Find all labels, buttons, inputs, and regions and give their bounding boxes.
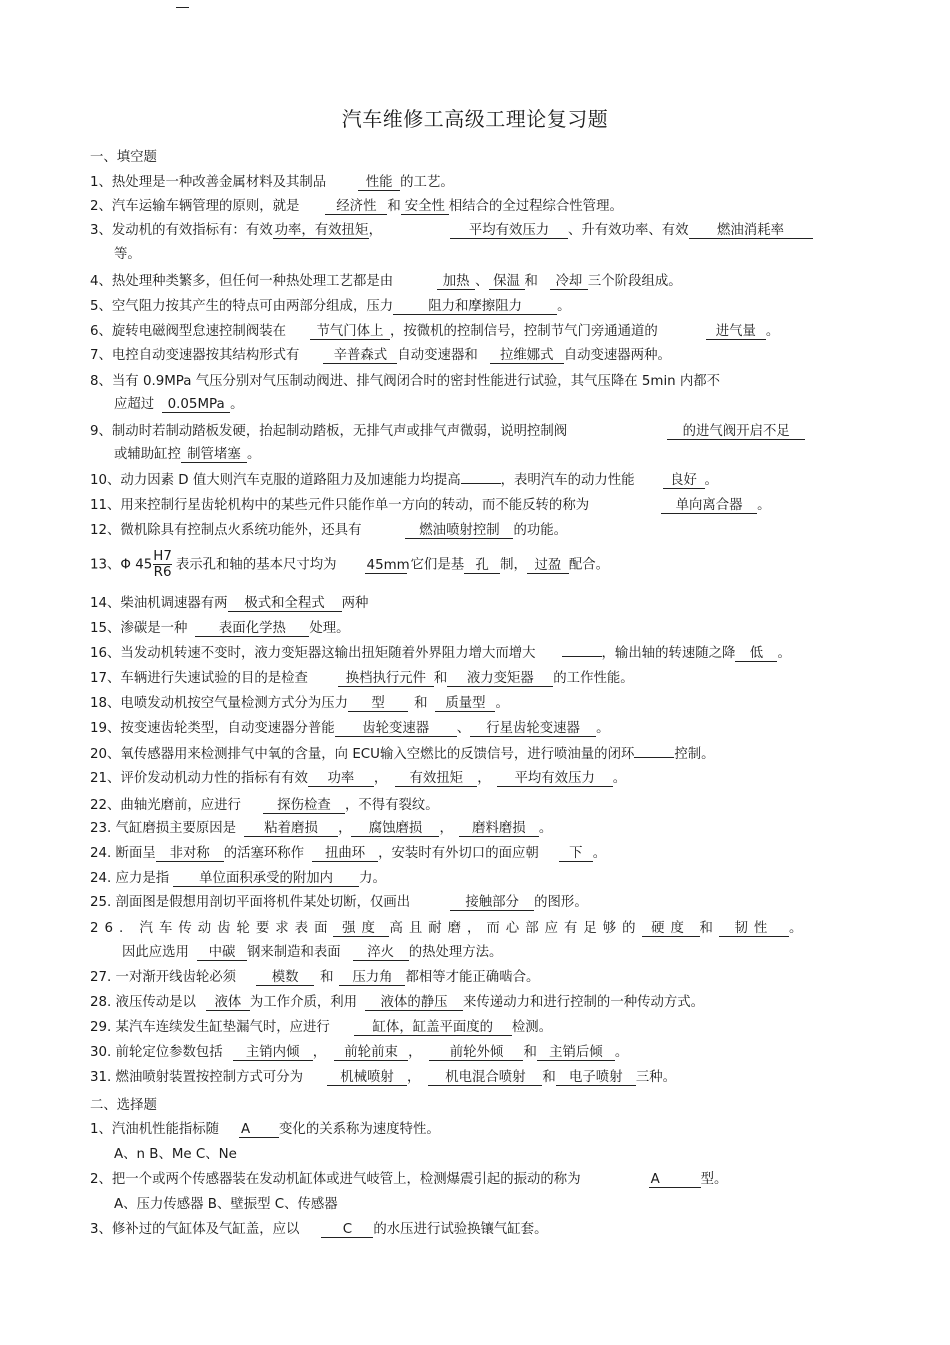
answer-blank: 液体的静压 xyxy=(365,995,463,1011)
fit-fraction: $\frac{H7}{R6}$ xyxy=(153,549,172,580)
answer-blank: 进气量 xyxy=(706,324,766,340)
question-25: 25. 剖面图是假想用剖切平面将机件某处切断，仅画出 接触部分 的图形。 xyxy=(90,895,588,910)
question-7: 7、电控自动变速器按其结构形式有 辛普森式 自动变速器和 拉维娜式 自动变速器两种。 xyxy=(90,348,671,363)
answer-blank: 45mm xyxy=(366,557,410,573)
answer-blank: 硬度 xyxy=(642,921,700,937)
answer-blank: 主销后倾 xyxy=(537,1045,615,1061)
question-5: 5、空气阻力按其产生的特点可由两部分组成，压力 阻力和摩擦阻力 。 xyxy=(90,299,571,314)
answer-blank: 行星齿轮变速器 xyxy=(470,721,596,737)
choice-1: 1、汽油机性能指标随 A 变化的关系称为速度特性。 xyxy=(90,1122,440,1137)
answer-blank: 齿轮变速器 xyxy=(335,721,457,737)
answer-blank: 质量型 xyxy=(435,696,495,712)
question-26: 26. 汽车传动齿轮要求表面 强度 高且耐磨，而心部应有足够的 硬度 和 韧性 。 xyxy=(90,921,809,936)
question-8-cont: 应超过 0.05MPa 。 xyxy=(114,397,244,412)
answer-blank: 粘着磨损 xyxy=(244,821,338,837)
answer-blank: 前轮前束 xyxy=(334,1045,408,1061)
section-fill-blank-heading: 一、填空题 xyxy=(90,150,157,165)
answer-blank: 液力变矩器 xyxy=(447,671,553,687)
answer-blank: 非对称 xyxy=(156,846,224,862)
answer-blank: 功率，有效扭矩 xyxy=(274,223,369,238)
answer-blank: 电子喷射 xyxy=(556,1070,636,1086)
answer-blank: 保温 xyxy=(489,274,525,290)
answer-blank: 良好 xyxy=(663,473,705,489)
answer-blank: 低 xyxy=(735,646,777,662)
answer-blank: A xyxy=(239,1122,279,1138)
question-21: 21、评价发动机动力性的指标有有效 功率 ， 有效扭矩 ， 平均有效压力 。 xyxy=(90,771,627,786)
answer-blank: 腐蚀磨损 xyxy=(351,821,439,837)
answer-blank: 孔 xyxy=(464,558,500,574)
answer-blank: 液体 xyxy=(206,995,250,1011)
answer-blank: 缸体，缸盖平面度的 xyxy=(354,1020,512,1036)
answer-blank: 强度 xyxy=(333,921,389,937)
question-3: 3、发动机的有效指标有：有效 功率，有效扭矩， 平均有效压力 、升有效功率、有效 燃油消耗率 xyxy=(90,222,813,240)
question-18: 18、电喷发动机按空气量检测方式分为压力 型 和 质量型 。 xyxy=(90,696,509,711)
section-choice-heading: 二、选择题 xyxy=(90,1098,157,1113)
question-20: 20、氧传感器用来检测排气中氧的含量，向 ECU输入空燃比的反馈信号，进行喷油量的闭环 控制。 xyxy=(90,747,715,762)
answer-blank: 淬火 xyxy=(353,945,409,961)
answer-blank: 辛普森式 xyxy=(323,348,397,364)
choice-2: 2、把一个或两个传感器装在发动机缸体或进气岐管上，检测爆震引起的振动的称为 A 型。 xyxy=(90,1172,728,1187)
answer-blank: 接触部分 xyxy=(450,895,534,911)
answer-blank: 节气门体上 xyxy=(310,324,390,340)
answer-blank xyxy=(562,656,602,657)
question-4: 4、热处理种类繁多，但任何一种热处理工艺都是由 加热 、 保温 和 冷却 三个阶段组成。 xyxy=(90,274,682,289)
answer-blank: 平均有效压力 xyxy=(497,771,613,787)
question-23: 23. 气缸磨损主要原因是 粘着磨损 ， 腐蚀磨损 ， 磨料磨损 。 xyxy=(90,821,553,836)
question-9-cont: 或辅助缸控 制管堵塞 。 xyxy=(114,447,261,462)
top-dash-mark xyxy=(176,7,189,8)
question-24a: 24. 断面呈 非对称 的活塞环称作 扭曲环 ，安装时有外切口的面应朝 下 。 xyxy=(90,846,607,861)
question-13: 13、Φ 45 $\frac{H7}{R6}$ 表示孔和轴的基本尺寸均为 45mm它们是基 孔 制， 过盈 配合。 xyxy=(90,549,610,580)
answer-blank: 0.05MPa xyxy=(162,397,230,413)
question-22: 22、曲轴光磨前，应进行 探伤检查 ，不得有裂纹。 xyxy=(90,798,439,813)
answer-blank: 经济性 xyxy=(325,199,387,215)
answer-blank: 过盈 xyxy=(527,558,569,574)
question-14: 14、柴油机调速器有两 极式和全程式 两种 xyxy=(90,596,369,611)
page-title: 汽车维修工高级工理论复习题 xyxy=(341,107,609,131)
answer-blank: 功率 xyxy=(308,771,374,787)
answer-blank: 主销内倾 xyxy=(233,1045,313,1061)
answer-blank: 中碳 xyxy=(197,945,247,961)
answer-blank: 机械喷射 xyxy=(327,1070,407,1086)
choice-1-options: A、n B、Me C、Ne xyxy=(114,1147,237,1162)
answer-blank: 拉维娜式 xyxy=(490,348,564,364)
question-29: 29. 某汽车连续发生缸垫漏气时，应进行 缸体，缸盖平面度的 检测。 xyxy=(90,1020,552,1035)
question-3-cont: 等。 xyxy=(114,247,141,262)
answer-blank: 极式和全程式 xyxy=(228,596,342,612)
answer-blank: 性能 xyxy=(358,175,400,191)
question-26-cont: 因此应选用 中碳 钢来制造和表面 淬火 的热处理方法。 xyxy=(122,945,503,960)
question-16: 16、当发动机转速不变时，液力变矩器这输出扭矩随着外界阻力增大而增大 ，输出轴的转速随之降 低 。 xyxy=(90,646,791,661)
answer-blank: C xyxy=(321,1222,373,1238)
question-30: 30. 前轮定位参数包括 主销内倾 ， 前轮前束 ， 前轮外倾 和 主销后倾 。 xyxy=(90,1045,629,1060)
answer-blank: 单向离合器 xyxy=(661,498,757,514)
answer-blank: 扭曲环 xyxy=(312,846,378,862)
answer-blank: 燃油消耗率 xyxy=(689,223,813,239)
answer-blank: 燃油喷射控制 xyxy=(405,523,513,539)
answer-blank: 加热 xyxy=(437,274,475,290)
question-27: 27. 一对渐开线齿轮必须 模数 和 压力角 都相等才能正确啮合。 xyxy=(90,970,540,985)
answer-blank: 磨料磨损 xyxy=(459,821,539,837)
answer-blank: 前轮外倾 xyxy=(429,1045,523,1061)
question-8: 8、当有 0.9MPa 气压分别对气压制动阀进、排气阀闭合时的密封性能进行试验，其气压降在 5min 内都不 xyxy=(90,374,721,389)
question-10: 10、动力因素 D 值大则汽车克服的道路阻力及加速能力均提高 ，表明汽车的动力性能 良好 。 xyxy=(90,473,718,488)
question-9: 9、制动时若制动踏板发硬，抬起制动踏板，无排气声或排气声微弱，说明控制阀 的进气阀开启不足 xyxy=(90,423,805,441)
answer-blank: 单位面积承受的附加内 xyxy=(173,871,359,887)
question-1: 1、热处理是一种改善金属材料及其制品 性能 的工艺。 xyxy=(90,175,454,190)
question-2: 2、汽车运输车辆管理的原则，就是 经济性 和 安全性 相结合的全过程综合性管理。 xyxy=(90,199,623,214)
answer-blank: 机电混合喷射 xyxy=(428,1070,542,1086)
answer-blank xyxy=(634,757,674,758)
question-24b: 24. 应力是指 单位面积承受的附加内 力。 xyxy=(90,871,386,886)
choice-3: 3、修补过的气缸体及气缸盖，应以 C 的水压进行试验换镶气缸套。 xyxy=(90,1222,548,1237)
question-28: 28. 液压传动是以 液体 为工作介质，利用 液体的静压 来传递动力和进行控制的一种传动方式。 xyxy=(90,995,705,1010)
choice-2-options: A、压力传感器 B、壁振型 C、传感器 xyxy=(114,1197,338,1212)
question-15: 15、渗碳是一种 表面化学热 处理。 xyxy=(90,621,350,636)
answer-blank: 的进气阀开启不足 xyxy=(667,424,805,440)
answer-blank: 平均有效压力 xyxy=(450,223,568,239)
answer-blank: 下 xyxy=(559,846,593,862)
answer-blank: 冷却 xyxy=(550,274,588,290)
answer-blank: A xyxy=(649,1172,701,1188)
answer-blank: 模数 xyxy=(256,970,314,986)
question-17: 17、车辆进行失速试验的目的是检查 换档执行元件 和 液力变矩器 的工作性能。 xyxy=(90,671,634,686)
question-6: 6、旋转电磁阀型怠速控制阀装在 节气门体上 ，按微机的控制信号，控制节气门旁通通道的 进气量 。 xyxy=(90,324,780,339)
answer-blank: 阻力和摩擦阻力 xyxy=(393,299,557,315)
answer-blank: 有效扭矩 xyxy=(395,771,477,787)
answer-blank: 制管堵塞 xyxy=(181,447,247,463)
answer-blank: 压力角 xyxy=(339,970,405,986)
answer-blank: 探伤检查 xyxy=(263,798,345,814)
answer-blank: 表面化学热 xyxy=(195,621,309,637)
answer-blank: 换档执行元件 xyxy=(338,671,434,687)
answer-blank: 安全性 xyxy=(401,199,449,215)
answer-blank xyxy=(461,483,501,484)
question-12: 12、微机除具有控制点火系统功能外，还具有 燃油喷射控制 的功能。 xyxy=(90,523,568,538)
question-31: 31. 燃油喷射装置按控制方式可分为 机械喷射 ， 机电混合喷射 和 电子喷射 三种。 xyxy=(90,1070,676,1085)
question-19: 19、按变速齿轮类型，自动变速器分普能 齿轮变速器 、 行星齿轮变速器 。 xyxy=(90,721,610,736)
answer-blank: 型 xyxy=(348,696,408,712)
answer-blank: 韧性 xyxy=(719,921,789,937)
question-11: 11、用来控制行星齿轮机构中的某些元件只能作单一方向的转动，而不能反转的称为 单向离合器 。 xyxy=(90,498,771,513)
